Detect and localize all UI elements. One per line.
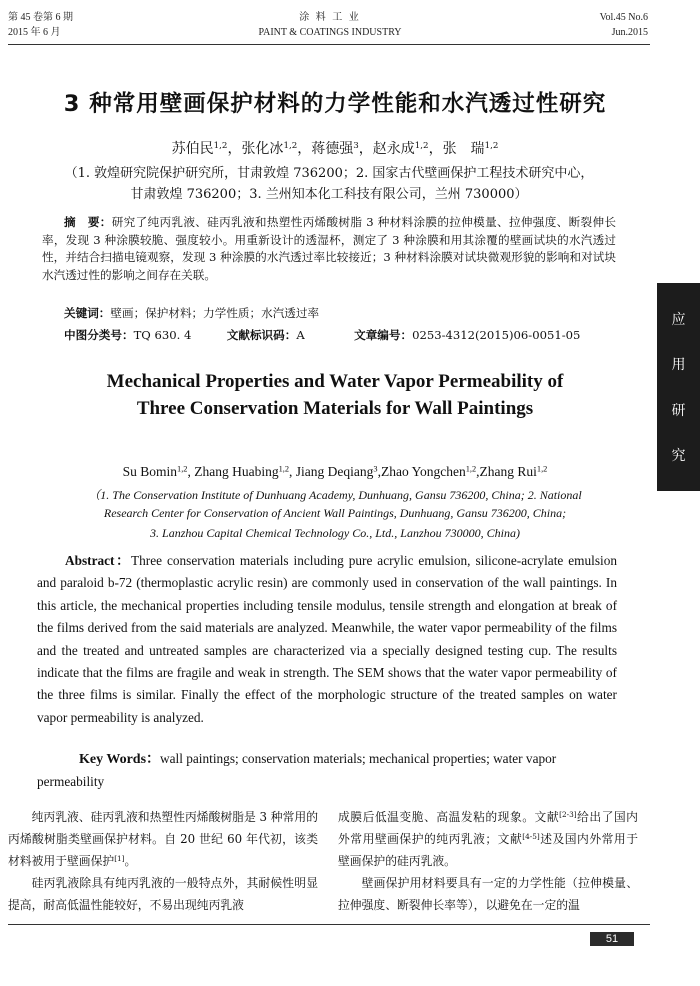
cn-keywords-label: 关键词： bbox=[64, 306, 111, 320]
section-tab-char: 究 bbox=[671, 448, 686, 465]
author-affil: 1,2 bbox=[278, 464, 290, 474]
en-keywords-label: Key Words： bbox=[79, 752, 161, 767]
section-tab-char: 应 bbox=[671, 311, 686, 328]
date-en: Jun.2015 bbox=[611, 27, 648, 38]
en-title-line: Three Conservation Materials for Wall Paintings bbox=[136, 398, 534, 419]
author-affil: 1,2 bbox=[536, 464, 548, 474]
en-keywords-text: wall paintings; conservation materials; mechanical properties; water vapor permeability bbox=[37, 751, 557, 790]
header-divider bbox=[8, 44, 650, 45]
citation: [4-5] bbox=[522, 831, 540, 841]
en-affiliation-line: Research Center for Conservation of Ancient Wall Paintings, Dunhuang, Gansu 736200, China; bbox=[103, 506, 567, 520]
author-affil: 3 bbox=[353, 141, 359, 152]
author: 蒋德强 bbox=[311, 141, 354, 157]
author: 张 瑞 bbox=[442, 141, 485, 157]
body-text: 述及国内外常用于壁画保护的硅丙乳液。 bbox=[338, 832, 638, 868]
en-affiliation-line: （1. The Conservation Institute of Dunhuang Academy, Dunhuang, Gansu 736200, China; 2. National bbox=[88, 488, 582, 502]
cn-abstract-label: 摘 要： bbox=[64, 215, 112, 229]
section-tab bbox=[657, 283, 700, 491]
author-affil: 1,2 bbox=[414, 141, 429, 152]
doc-code-value: A bbox=[296, 328, 305, 342]
section-tab-char: 用 bbox=[671, 357, 686, 374]
publication-date: 2015 年 6 月 bbox=[8, 27, 61, 38]
en-authors: Su Bomin$^{1,2}$, Zhang Huabing$^{1,2}$, Jiang Deqiang$^3$,Zhao Yongchen$^{1,2}$,Zhang Rui$^{1,2}$ bbox=[122, 464, 548, 479]
volume-issue: 第 45 卷第 6 期 bbox=[8, 12, 73, 23]
journal-name-en: PAINT & COATINGS INDUSTRY bbox=[258, 27, 402, 38]
author: Su Bomin bbox=[122, 464, 178, 479]
cn-title: 3 种常用壁画保护材料的力学性能和水汽透过性研究 bbox=[63, 91, 607, 117]
author: Zhang Huabing bbox=[194, 464, 279, 479]
cn-abstract bbox=[42, 214, 616, 284]
volume-issue-en: Vol.45 No.6 bbox=[599, 12, 648, 23]
en-title-line: Mechanical Properties and Water Vapor Permeability of bbox=[106, 371, 564, 392]
author: 赵永成 bbox=[372, 141, 415, 157]
en-abstract-label: Abstract： bbox=[65, 553, 132, 568]
author-affil: 1,2 bbox=[177, 464, 188, 474]
en-keywords bbox=[37, 748, 617, 794]
body-text: 成膜后低温变脆、高温发粘的现象。文献 bbox=[338, 810, 560, 824]
body-left-column bbox=[8, 806, 318, 916]
author: 苏伯民 bbox=[171, 141, 214, 157]
classification-line bbox=[64, 327, 580, 343]
journal-volume-info bbox=[8, 10, 73, 40]
author-affil: 1,2 bbox=[283, 141, 298, 152]
author-affil: 1,2 bbox=[484, 141, 499, 152]
body-paragraph: 硅丙乳液除具有纯丙乳液的一般特点外，其耐候性明显提高，耐高低温性能较好，不易出现纯丙乳液 bbox=[8, 876, 318, 912]
article-no-value: 0253-4312(2015)06-0051-05 bbox=[412, 328, 581, 342]
en-abstract-text: Three conservation materials including pure acrylic emulsion, silicone-acrylate emulsion and paraloid b-72 (thermoplastic acrylic resin) are commonly used in conservation of the wall paintings. In this article, the mechanical properties including tensile modulus, tensile strength and elongation at break of the films derived from the said materials are analyzed. Meanwhile, the water vapor permeability of the films and the treated and untreated samples are characterized via a specially designed testing cup. The results indicate that the films are fragile and weak in strength. The SEM shows that the water vapor permeability of the three films is similar. Finally the effect of the morphologic structure of the treated samples on water vapor permeability is analyzed. bbox=[37, 553, 617, 725]
body-right-column bbox=[338, 806, 638, 916]
page-number: 51 bbox=[590, 932, 634, 946]
body-paragraph bbox=[8, 806, 318, 872]
cn-authors: 苏伯民$^{1,2}$，张化冰$^{1,2}$，蒋德强$^3$，赵永成$^{1,2}$，张 瑞$^{1,2}$ bbox=[171, 141, 499, 157]
body-paragraph: 壁画保护用材料要具有一定的力学性能（拉伸模量、拉伸强度、断裂伸长率等），以避免在一定的温 bbox=[338, 876, 638, 912]
author-affil: 1,2 bbox=[465, 464, 477, 474]
en-affiliation-line: 3. Lanzhou Capital Chemical Technology Co., Ltd., Lanzhou 730000, China) bbox=[150, 526, 520, 540]
body-text: 。 bbox=[124, 854, 137, 868]
journal-name bbox=[200, 10, 460, 40]
en-abstract bbox=[37, 550, 617, 729]
cn-affiliation-line: （1. 敦煌研究院保护研究所，甘肃敦煌 736200；2. 国家古代壁画保护工程技术研究中心， bbox=[64, 166, 594, 181]
journal-name-cn: 涂 料 工 业 bbox=[299, 12, 361, 23]
body-text: 给出了国内外常用壁画保护的纯丙乳液；文献 bbox=[338, 810, 638, 846]
author-affil: 1,2 bbox=[213, 141, 228, 152]
body-text: 纯丙乳液、硅丙乳液和热塑性丙烯酸树脂是 3 种常用的丙烯酸树脂类壁画保护材料。自 20 世纪 60 年代初，该类材料被用于壁画保护 bbox=[8, 810, 318, 868]
author: Zhang Rui bbox=[479, 464, 537, 479]
article-no-label: 文章编号： bbox=[354, 328, 413, 342]
body-paragraph bbox=[338, 806, 638, 872]
clc-value: TQ 630. 4 bbox=[133, 328, 192, 342]
citation: [1] bbox=[114, 853, 125, 863]
doc-code-label: 文献标识码： bbox=[226, 328, 297, 342]
cn-abstract-text: 研究了纯丙乳液、硅丙乳液和热塑性丙烯酸树脂 3 种材料涂膜的拉伸模量、拉伸强度、断裂伸长率，发现 3 种涂膜较脆、强度较小。用重新设计的透湿杯，测定了 3 种涂膜和用其涂覆的壁画试块的水汽透过性，并结合扫描电镜观察，发现 3 种涂膜的水汽透过率比较接近；3 种材料涂膜对试块微观形貌的影响和对试块水汽透过性的影响之间存在关联。 bbox=[42, 215, 616, 282]
author: Zhao Yongchen bbox=[380, 464, 466, 479]
cn-keywords bbox=[64, 305, 319, 321]
author-affil: 3 bbox=[373, 464, 378, 474]
cn-affiliation-line: 甘肃敦煌 736200；3. 兰州知本化工科技有限公司，兰州 730000） bbox=[130, 187, 528, 202]
journal-volume-en bbox=[600, 10, 648, 40]
cn-keywords-text: 壁画；保护材料；力学性质；水汽透过率 bbox=[110, 306, 320, 320]
section-tab-char: 研 bbox=[671, 402, 686, 419]
author: Jiang Deqiang bbox=[295, 464, 374, 479]
citation: [2-3] bbox=[559, 809, 577, 819]
clc-label: 中图分类号： bbox=[64, 328, 134, 342]
author: 张化冰 bbox=[241, 141, 284, 157]
footer-divider bbox=[8, 924, 650, 925]
